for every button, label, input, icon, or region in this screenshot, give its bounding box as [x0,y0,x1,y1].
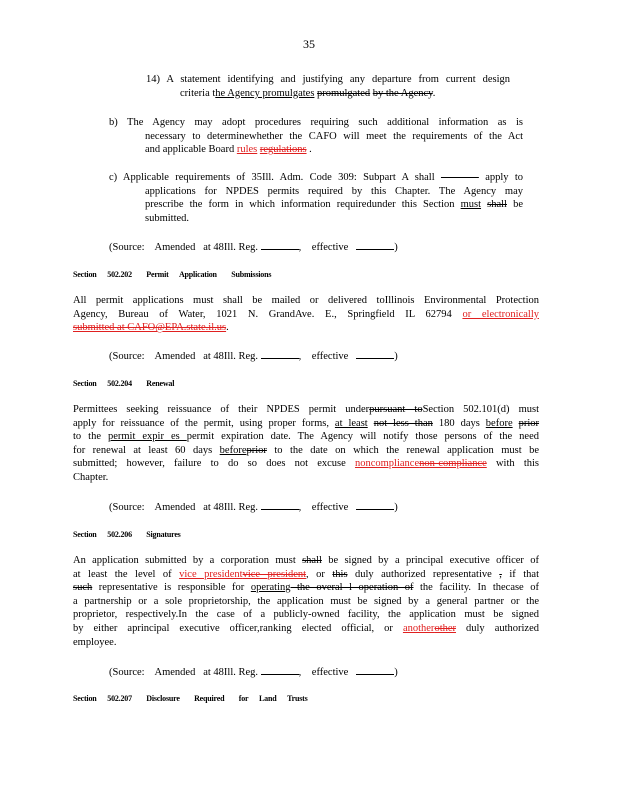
section-502-206-line-4: a partnership or a sole proprietorship, the application must be signed by a general partner or the [73,595,539,607]
section-502-202-heading: Section 502.202 Permit Application Submissions [73,270,272,279]
reg-blank [261,348,299,359]
section-502-202-body [73,294,539,335]
item-b-line-3: and applicable Board rules regulations . [145,144,312,156]
item-14-line-1: 14) A statement identifying and justifying any departure from current design [146,74,510,85]
item-14-line-2: criteria the Agency promulgates promulgated by the Agency. [180,87,436,99]
source-note-2: (Source: Amended at 48Ill. Reg. , effective ) [109,348,398,362]
section-502-204-line-3: to the permit expir es permit expiration date. The Agency will notify those persons of the need [73,431,539,443]
section-502-204-line-2: apply for reissuance of the permit, using proper forms, at least not less than 180 days before prior [73,417,540,429]
item-c-line-4: submitted. [145,212,190,224]
source-note-4: (Source: Amended at 48Ill. Reg. , effective ) [109,664,398,678]
section-502-206-line-3: such representative is responsible for operating the overal l operation of the facility. In thecase of [73,582,539,594]
section-502-204-line-6: Chapter. [73,471,109,483]
item-14 [146,73,510,100]
item-b [109,116,523,157]
reg-blank [261,239,299,250]
page-number: 35 [303,37,315,51]
effective-blank [356,664,394,675]
item-b-line-1: b) The Agency may adopt procedures requiring such additional information as is [109,117,523,128]
source-note-3: (Source: Amended at 48Ill. Reg. , effective ) [109,499,398,513]
section-502-202-line-2: Agency, Bureau of Water, 1021 N. GrandAve. E., Springfield IL 62794 or electronically [73,308,539,320]
reg-blank [261,664,299,675]
section-502-206-line-7: employee. [73,636,117,648]
effective-blank [356,499,394,510]
item-c-line-1: c) Applicable requirements of 35Ill. Adm. Code 309: Subpart A shall apply to [109,172,523,183]
section-502-206-heading: Section 502.206 Signatures [73,530,181,539]
section-502-204-line-1: Permittees seeking reissuance of their NPDES permit underpursuant toSection 502.101(d) must [73,404,539,415]
section-502-206-body [73,554,539,649]
section-502-207-heading: Section 502.207 Disclosure Required for Land Trusts [73,694,308,703]
section-502-204-heading: Section 502.204 Renewal [73,379,175,388]
item-c [109,171,523,225]
item-c-line-3: prescribe the form in which information requiredunder this Section must shall be [145,199,523,211]
item-b-line-2: necessary to determinewhether the CAFO will meet the requirements of the Act [145,130,523,142]
section-502-206-line-6: by either aprincipal executive officer,ranking elected official, or anotherother duly authorized [73,622,540,634]
effective-blank [356,348,394,359]
section-502-202-line-1: All permit applications must shall be mailed or delivered toIllinois Environmental Protection [73,295,539,306]
section-502-204-line-4: for renewal at least 60 days beforeprior to the date on which the renewal application must be [73,444,539,456]
section-502-202-line-3: submitted at CAFO@EPA.state.il.us. [73,322,229,334]
section-502-206-line-2: at least the level of vice presidentvice president, or this duly authorized representative , if that [73,568,539,580]
reg-blank [261,499,299,510]
section-502-204-line-5: submitted; however, failure to do so does not excuse noncompliancenon-compliance with this [73,458,539,470]
effective-blank [356,239,394,250]
section-502-204-body [73,403,539,485]
section-502-206-line-5: proprietor, respectively.In the case of a publicly-owned facility, the application must be signed [73,609,539,621]
source-note-1: (Source: Amended at 48Ill. Reg. , effective ) [109,239,398,253]
item-c-line-2: applications for NPDES permits required by this Chapter. The Agency may [145,185,523,197]
section-502-206-line-1: An application submitted by a corporation must shall be signed by a principal executive officer of [73,555,539,566]
